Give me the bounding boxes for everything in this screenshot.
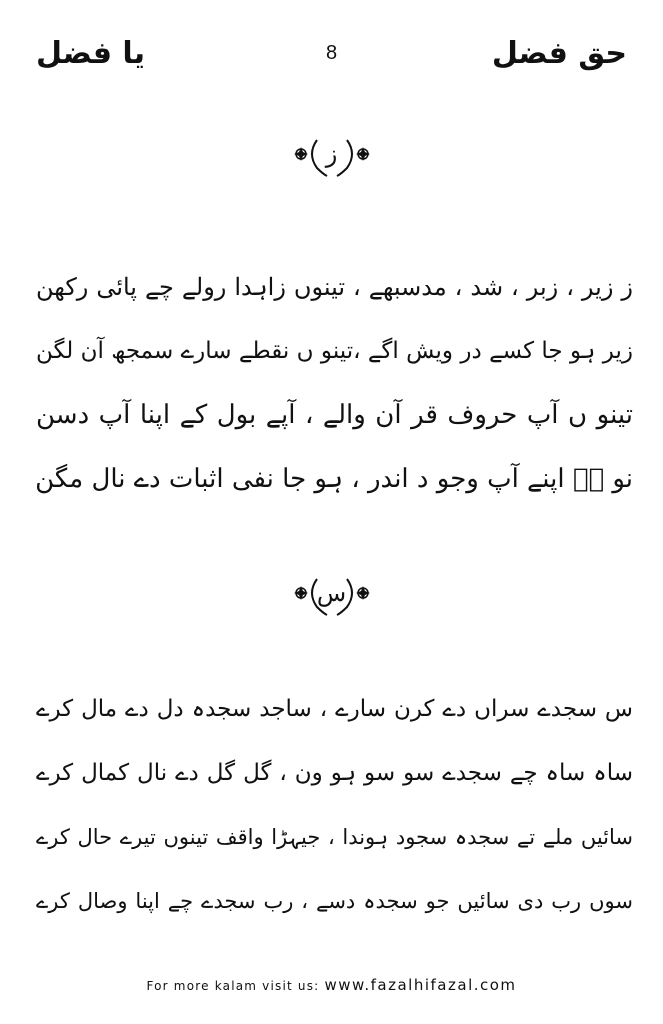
- ornament-letter: ز: [325, 140, 338, 168]
- verse-line: نو رؔ اپنے آپ وجو د اندر ، ہو جا نفی اثبات دے نال مگن: [35, 464, 633, 494]
- footer-prefix: For more kalam visit us:: [146, 979, 325, 993]
- header-title-right: حق فضل: [491, 36, 627, 71]
- stanza-ornament: [287, 134, 377, 180]
- verse-line: ساہ ساہ چے سجدے سو سو ہو ون ، گل گل دے نال کمال کرے: [36, 760, 633, 786]
- page-number: 8: [325, 42, 338, 64]
- stanza-ornament: [287, 573, 377, 619]
- page-header: [36, 28, 627, 78]
- verse-line: ز زیر ، زبر ، شد ، مدسبھے ، تینوں زاہدا رولے چے پائی رکھن: [36, 273, 633, 301]
- verse-line: س سجدے سراں دے کرن سارے ، ساجد سجدہ دل دے مال کرے: [36, 696, 633, 722]
- verse-stanza: [36, 255, 633, 511]
- footer-website-link[interactable]: www.fazalhifazal.com: [324, 976, 517, 994]
- verse-stanza: [36, 677, 633, 933]
- verse-line: زیر ہو جا کسے در ویش اگے ،تینو ں نقطے سارے سمجھ آن لگن: [36, 338, 633, 364]
- ornament-letter: س: [316, 579, 347, 607]
- verse-line: تینو ں آپ حروف قر آن والے ، آپے بول کے اپنا آپ دسن: [36, 400, 633, 430]
- header-title-left: یا فضل: [36, 36, 145, 71]
- verse-line: سوں رب دی سائیں جو سجدہ دسے ، رب سجدے چے اپنا وصال کرے: [36, 889, 633, 913]
- page-footer: [0, 976, 663, 994]
- verse-line: سائیں ملے تے سجدہ سجود ہوندا ، جیہڑا واقف تینوں تیرے حال کرے: [36, 825, 633, 849]
